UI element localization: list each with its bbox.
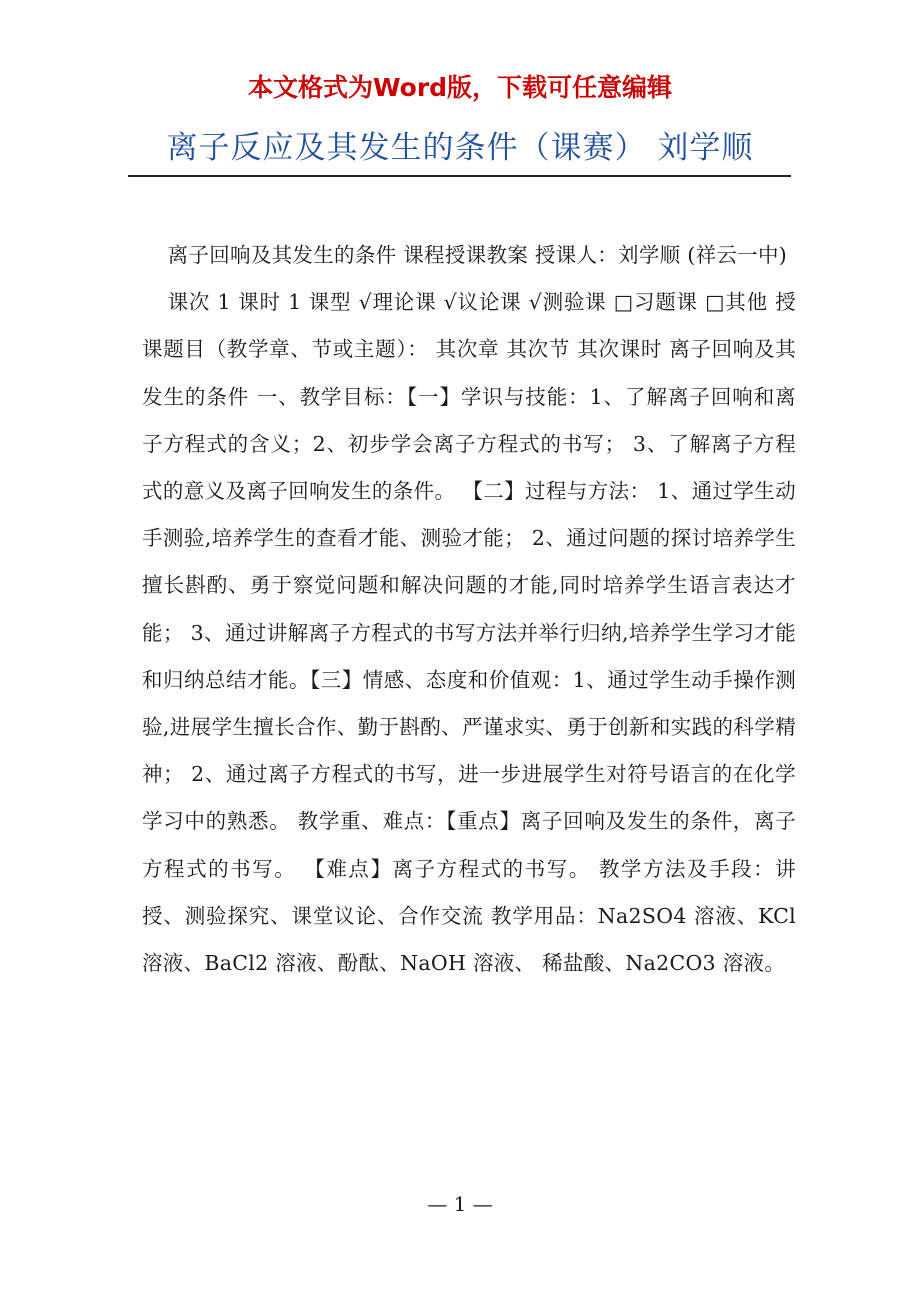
document-body <box>142 232 796 987</box>
lesson-plan-paragraph: 课次 1 课时 1 课型 √理论课 √议论课 √测验课 □习题课 □其他 授课题目（教学章、节或主题）： 其次章 其次节 其次课时 离子回响及其发生的条件 一、教学目标：【一】学识与技能：1、了解离子回响和离子方程式的含义；2、初步学会离子方程式的书写； 3、了解离子方程式的意义及离子回响发生的条件。 【二】过程与方法： 1、通过学生动手测验,培养学生的查看才能、测验才能； 2、通过问题的探讨培养学生擅长斟酌、勇于察觉问题和解决问题的才能,同时培养学生语言表达才能； 3、通过讲解离子方程式的书写方法并举行归纳,培养学生学习才能和归纳总结才能。【三】情感、态度和价值观：1、通过学生动手操作测验,进展学生擅长合作、勤于斟酌、严谨求实、勇于创新和实践的科学精神； 2、通过离子方程式的书写，进一步进展学生对符号语言的在化学学习中的熟悉。 教学重、难点：【重点】离子回响及发生的条件，离子方程式的书写。 【难点】离子方程式的书写。 教学方法及手段：讲授、测验探究、课堂议论、合作交流 教学用品：Na2SO4 溶液、KCl 溶液、BaCl2 溶液、酚酞、NaOH 溶液、 稀盐酸、Na2CO3 溶液。 <box>142 290 796 976</box>
intro-paragraph: 离子回响及其发生的条件 课程授课教案 授课人：刘学顺 (祥云一中) <box>167 243 788 267</box>
title-divider <box>128 175 791 177</box>
download-banner: 本文格式为Word版，下载可任意编辑 <box>247 73 673 102</box>
page-number: — 1 — <box>427 1192 493 1216</box>
document-title: 离子反应及其发生的条件（课赛） 刘学顺 <box>166 130 754 166</box>
